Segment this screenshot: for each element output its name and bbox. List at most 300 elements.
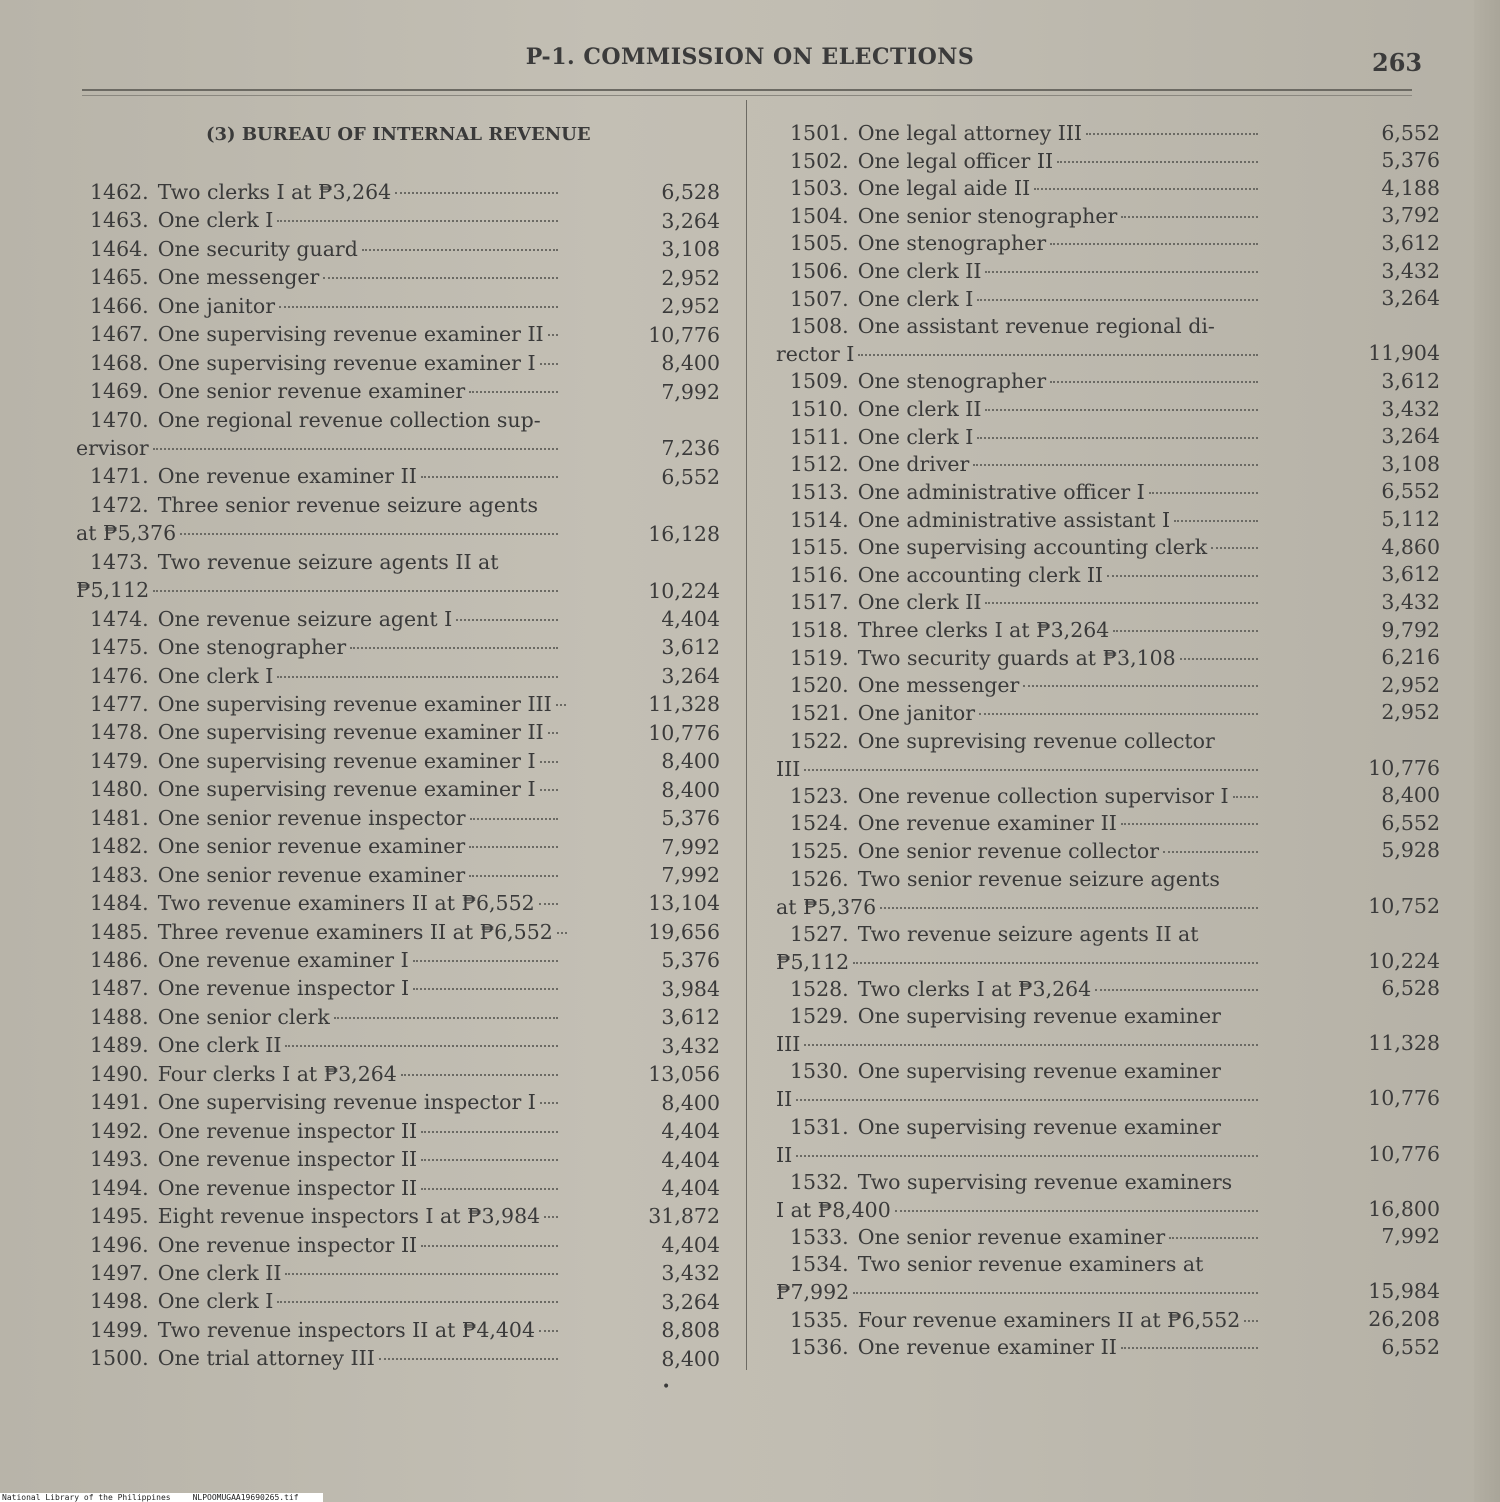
item-description: II — [776, 1142, 793, 1167]
item-number: 1463. — [90, 208, 149, 233]
ledger-entry — [776, 727, 1440, 782]
ledger-entry — [76, 1031, 726, 1059]
item-number: 1530. — [790, 1059, 849, 1084]
item-description: One clerk I — [157, 663, 274, 688]
item-amount: 9,792 — [1381, 617, 1440, 642]
item-amount: 3,792 — [1381, 203, 1440, 228]
ledger-entry — [776, 1223, 1440, 1251]
item-description: One supervising revenue examiner — [857, 1059, 1221, 1084]
item-description: One revenue collection supervisor I — [857, 783, 1229, 808]
item-description: Two revenue seizure agents II at — [157, 549, 499, 574]
item-description: One janitor — [857, 700, 976, 725]
item-number: 1534. — [790, 1252, 849, 1277]
item-description: One administrative assistant I — [857, 507, 1171, 532]
dot-leader — [1034, 188, 1258, 190]
ledger-entry — [776, 1002, 1440, 1057]
dot-leader — [277, 1301, 558, 1303]
ledger-entry — [76, 662, 726, 690]
dot-leader — [469, 875, 558, 877]
item-description: One supervising revenue examiner I — [157, 777, 536, 802]
dot-leader — [285, 1273, 558, 1275]
item-description: One senior stenographer — [857, 203, 1118, 228]
dot-leader — [1121, 1347, 1258, 1349]
dot-leader — [421, 476, 558, 478]
item-number: 1495. — [90, 1204, 149, 1229]
dot-leader — [379, 1358, 558, 1360]
item-number: 1519. — [790, 645, 849, 670]
dot-leader — [1149, 492, 1258, 494]
item-amount: 2,952 — [661, 265, 720, 290]
dot-leader — [548, 732, 558, 734]
ledger-entry — [76, 235, 726, 263]
dot-leader — [1180, 658, 1258, 660]
item-description: ervisor — [76, 435, 149, 460]
item-description: One regional revenue collection sup- — [157, 407, 541, 432]
item-number: 1476. — [90, 663, 149, 688]
item-description: One clerk I — [857, 286, 974, 311]
item-description: One stenographer — [857, 231, 1047, 256]
ledger-entry — [76, 1259, 726, 1287]
item-amount: 4,404 — [661, 606, 720, 631]
item-number: 1507. — [790, 286, 849, 311]
dot-leader — [1121, 216, 1258, 218]
item-number: 1472. — [90, 492, 149, 517]
dot-leader — [350, 647, 558, 649]
dot-leader — [1163, 851, 1258, 853]
item-description: Three clerks I at ₱3,264 — [857, 618, 1110, 643]
ledger-entry — [776, 202, 1440, 230]
item-amount: 5,376 — [661, 806, 720, 831]
item-description: One supervising revenue examiner I — [157, 748, 536, 773]
item-number: 1505. — [790, 231, 849, 256]
ledger-entry — [776, 229, 1440, 257]
dot-leader — [1050, 381, 1258, 383]
item-number: 1498. — [90, 1289, 149, 1314]
item-number: 1483. — [90, 862, 149, 887]
ledger-entry — [76, 1145, 726, 1173]
item-description: One revenue inspector II — [157, 1232, 418, 1257]
item-amount: 5,928 — [1381, 838, 1440, 863]
item-description: ₱7,992 — [776, 1280, 850, 1305]
item-amount: 10,776 — [1368, 755, 1440, 780]
item-description: One supervising revenue examiner II — [157, 720, 544, 745]
item-number: 1501. — [790, 121, 849, 145]
ledger-entry — [76, 406, 726, 463]
dot-leader — [539, 1330, 558, 1332]
ledger-entry — [76, 206, 726, 234]
ledger-entry — [76, 1344, 726, 1372]
column-divider — [746, 100, 747, 1370]
ledger-entry — [776, 312, 1440, 367]
ledger-entry — [76, 775, 726, 803]
dot-leader — [977, 437, 1258, 439]
ledger-entry — [776, 588, 1440, 616]
ledger-entry — [76, 263, 726, 291]
dot-leader — [796, 1099, 1258, 1101]
running-head: P-1. COMMISSION ON ELECTIONS — [525, 44, 975, 70]
ledger-entry — [76, 747, 726, 775]
item-description: II — [776, 1087, 793, 1112]
dot-leader — [413, 960, 558, 962]
item-amount: 3,612 — [1381, 230, 1440, 255]
item-description: One stenographer — [157, 635, 347, 660]
ledger-entry — [776, 506, 1440, 534]
item-description: One senior revenue examiner — [857, 1224, 1166, 1249]
ledger-entry — [76, 1003, 726, 1031]
item-amount: 3,612 — [1381, 562, 1440, 587]
item-amount: 16,800 — [1368, 1196, 1440, 1221]
item-description: One revenue examiner I — [157, 948, 409, 972]
dot-leader — [804, 1044, 1258, 1046]
item-number: 1488. — [90, 1004, 149, 1029]
item-description: One janitor — [157, 293, 276, 318]
ledger-entry — [76, 377, 726, 405]
item-amount: 5,376 — [1381, 148, 1440, 173]
item-number: 1478. — [90, 720, 149, 745]
dot-leader — [1107, 575, 1258, 577]
item-amount: 6,216 — [1381, 645, 1440, 670]
ledger-entry — [776, 119, 1440, 147]
dot-leader — [279, 306, 558, 308]
item-amount: 4,188 — [1381, 175, 1440, 200]
ledger-entry — [776, 395, 1440, 423]
item-amount: 3,264 — [661, 663, 720, 688]
dot-leader — [985, 602, 1258, 604]
ledger-entry — [776, 1250, 1440, 1305]
item-amount: 7,992 — [1381, 1224, 1440, 1249]
item-amount: 8,808 — [661, 1318, 720, 1343]
dot-leader — [544, 1216, 558, 1218]
header-rule-thin — [82, 95, 1412, 96]
ledger-entry — [776, 837, 1440, 865]
item-number: 1467. — [90, 322, 149, 347]
dot-leader — [1169, 1237, 1258, 1239]
dot-leader — [796, 1155, 1258, 1157]
item-number: 1466. — [90, 293, 149, 318]
dot-leader — [1095, 989, 1258, 991]
item-amount: 2,952 — [1381, 700, 1440, 725]
item-amount: 4,404 — [661, 1147, 720, 1172]
item-amount: 3,612 — [661, 635, 720, 660]
item-amount: 10,776 — [1368, 1086, 1440, 1111]
item-number: 1462. — [90, 180, 149, 204]
item-amount: 6,552 — [1381, 479, 1440, 504]
item-description: One suprevising revenue collector — [857, 728, 1215, 753]
item-description: at ₱5,376 — [776, 894, 877, 919]
item-amount: 10,776 — [648, 720, 720, 745]
dot-leader — [557, 932, 567, 934]
item-description: One supervising revenue inspector I — [157, 1090, 536, 1115]
item-number: 1490. — [90, 1061, 149, 1086]
item-number: 1504. — [790, 203, 849, 228]
item-number: 1485. — [90, 919, 149, 944]
item-description: One revenue inspector II — [157, 1147, 418, 1172]
dot-leader — [470, 818, 558, 820]
dot-leader — [1244, 1320, 1258, 1322]
scan-footer — [0, 1493, 323, 1502]
ledger-entry — [776, 174, 1440, 202]
item-amount: 5,112 — [1381, 507, 1440, 532]
item-description: One assistant revenue regional di- — [857, 314, 1215, 339]
item-description: Two security guards at ₱3,108 — [857, 645, 1176, 670]
item-description: Two clerks I at ₱3,264 — [157, 180, 392, 204]
item-description: One senior clerk — [157, 1004, 330, 1029]
item-description: Two senior revenue seizure agents — [857, 866, 1220, 891]
ledger-entry — [76, 804, 726, 832]
item-amount: 7,992 — [661, 834, 720, 859]
dot-leader — [985, 271, 1258, 273]
ledger-entry — [76, 320, 726, 348]
item-amount: 8,400 — [661, 777, 720, 802]
item-number: 1502. — [790, 148, 849, 173]
section-heading: (3) BUREAU OF INTERNAL REVENUE — [206, 124, 591, 145]
footer-library: National Library of the Philippines — [2, 1493, 171, 1502]
item-description: One revenue inspector II — [157, 1175, 418, 1200]
dot-leader — [858, 354, 1258, 356]
item-number: 1489. — [90, 1033, 149, 1058]
ledger-entry — [776, 1168, 1440, 1223]
item-description: One clerk II — [857, 259, 982, 284]
ledger-entry — [76, 832, 726, 860]
item-amount: 11,904 — [1368, 341, 1440, 366]
ledger-entry — [76, 1231, 726, 1259]
dot-leader — [1023, 685, 1258, 687]
item-amount: 10,776 — [1368, 1141, 1440, 1166]
dot-leader — [895, 1210, 1258, 1212]
item-amount: 8,400 — [1381, 783, 1440, 808]
item-description: Two revenue examiners II at ₱6,552 — [157, 891, 535, 916]
item-description: One revenue seizure agent I — [157, 606, 453, 631]
item-amount: 4,404 — [661, 1175, 720, 1200]
item-amount: 19,656 — [648, 919, 720, 944]
item-amount: 3,108 — [1381, 451, 1440, 476]
item-description: One senior revenue inspector — [157, 805, 466, 830]
item-description: One revenue inspector I — [157, 976, 410, 1001]
dot-leader — [323, 277, 558, 279]
dot-leader — [1211, 547, 1258, 549]
ledger-entry — [776, 147, 1440, 175]
item-number: 1469. — [90, 379, 149, 404]
item-description: One legal aide II — [857, 176, 1031, 201]
item-number: 1492. — [90, 1118, 149, 1143]
dot-leader — [540, 761, 558, 763]
item-amount: 3,432 — [1381, 258, 1440, 283]
item-number: 1506. — [790, 259, 849, 284]
item-amount: 2,952 — [1381, 672, 1440, 697]
dot-leader — [413, 988, 558, 990]
item-description: One legal attorney III — [857, 121, 1083, 145]
ledger-entry — [776, 1333, 1440, 1361]
ledger-entry — [776, 616, 1440, 644]
item-description: One supervising revenue examiner III — [157, 691, 552, 716]
item-description: One supervising revenue examiner — [857, 1004, 1221, 1029]
item-number: 1527. — [790, 921, 849, 946]
item-number: 1513. — [790, 479, 849, 504]
dot-leader — [973, 464, 1258, 466]
dot-leader — [985, 409, 1258, 411]
dot-leader — [401, 1074, 558, 1076]
item-description: One stenographer — [857, 369, 1047, 394]
item-description: One supervising revenue examiner I — [157, 350, 536, 375]
item-description: One supervising accounting clerk — [857, 535, 1208, 560]
item-amount: 3,264 — [661, 208, 720, 233]
item-number: 1514. — [790, 507, 849, 532]
item-description: III — [776, 756, 801, 781]
dot-leader — [1121, 823, 1258, 825]
item-number: 1525. — [790, 838, 849, 863]
item-amount: 3,432 — [661, 1033, 720, 1058]
item-amount: 3,432 — [661, 1261, 720, 1286]
item-number: 1511. — [790, 424, 849, 449]
item-amount: 4,404 — [661, 1232, 720, 1257]
item-amount: 8,400 — [661, 1346, 720, 1371]
dot-leader — [469, 846, 558, 848]
item-description: One accounting clerk II — [857, 562, 1104, 587]
item-description: One security guard — [157, 236, 358, 261]
item-description: One administrative officer I — [857, 479, 1145, 504]
item-number: 1465. — [90, 265, 149, 290]
dot-leader — [1174, 520, 1258, 522]
dot-leader — [1086, 133, 1258, 135]
ledger-entry — [76, 349, 726, 377]
ledger-entry — [76, 918, 726, 946]
item-number: 1508. — [790, 314, 849, 339]
dot-leader — [548, 334, 558, 336]
stray-mark: • — [662, 1379, 671, 1395]
item-number: 1516. — [790, 562, 849, 587]
item-description: One messenger — [857, 673, 1020, 698]
item-amount: 4,404 — [661, 1119, 720, 1144]
item-number: 1499. — [90, 1317, 149, 1342]
item-number: 1493. — [90, 1147, 149, 1172]
item-description: One clerk II — [157, 1260, 282, 1285]
item-amount: 7,236 — [661, 436, 720, 461]
item-amount: 6,528 — [1381, 976, 1440, 1001]
item-description: Two revenue inspectors II at ₱4,404 — [157, 1317, 536, 1342]
item-number: 1524. — [790, 811, 849, 836]
dot-leader — [421, 1245, 558, 1247]
item-number: 1520. — [790, 673, 849, 698]
ledger-entry — [76, 605, 726, 633]
dot-leader — [421, 1188, 558, 1190]
item-description: Eight revenue inspectors I at ₱3,984 — [157, 1204, 541, 1229]
item-amount: 16,128 — [648, 521, 720, 546]
ledger-entry — [776, 1057, 1440, 1112]
item-amount: 10,776 — [648, 322, 720, 347]
item-amount: 11,328 — [648, 692, 720, 717]
item-description: One revenue examiner II — [857, 1335, 1117, 1360]
dot-leader — [285, 1045, 558, 1047]
ledger-entry — [776, 699, 1440, 727]
ledger-entry — [76, 861, 726, 889]
item-amount: 3,612 — [661, 1005, 720, 1030]
dot-leader — [556, 704, 566, 706]
item-number: 1521. — [790, 700, 849, 725]
page-number: 263 — [1372, 48, 1423, 77]
dot-leader — [153, 590, 558, 592]
item-amount: 6,552 — [1381, 1334, 1440, 1359]
ledger-entry — [776, 865, 1440, 920]
ledger-entry — [76, 889, 726, 917]
dot-leader — [277, 220, 558, 222]
ledger-entry — [76, 718, 726, 746]
item-amount: 6,528 — [661, 180, 720, 205]
item-number: 1496. — [90, 1232, 149, 1257]
header-rule — [82, 89, 1412, 91]
item-number: 1477. — [90, 691, 149, 716]
dot-leader — [853, 962, 1258, 964]
item-amount: 3,264 — [1381, 424, 1440, 449]
ledger-entry — [76, 690, 726, 718]
item-description: One clerk I — [157, 1289, 274, 1314]
item-description: ₱5,112 — [776, 949, 850, 974]
item-number: 1536. — [790, 1335, 849, 1360]
dot-leader — [277, 676, 558, 678]
item-amount: 26,208 — [1368, 1307, 1440, 1332]
item-description: One senior revenue collector — [857, 838, 1160, 863]
item-description: Three senior revenue seizure agents — [157, 492, 539, 517]
page-edge-shadow — [1474, 0, 1500, 1502]
dot-leader — [456, 619, 558, 621]
item-amount: 8,400 — [661, 749, 720, 774]
item-number: 1480. — [90, 777, 149, 802]
ledger-entry — [76, 548, 726, 605]
item-amount: 3,264 — [1381, 286, 1440, 311]
dot-leader — [853, 1292, 1258, 1294]
item-description: III — [776, 1032, 801, 1057]
item-amount: 11,328 — [1368, 1031, 1440, 1056]
item-description: One senior revenue examiner — [157, 862, 466, 887]
ledger-entry — [776, 671, 1440, 699]
item-number: 1470. — [90, 407, 149, 432]
item-number: 1475. — [90, 635, 149, 660]
ledger-entry — [776, 1306, 1440, 1334]
item-number: 1491. — [90, 1090, 149, 1115]
item-description: Two senior revenue examiners at — [857, 1252, 1204, 1277]
ledger-entry — [776, 1113, 1440, 1168]
item-number: 1479. — [90, 748, 149, 773]
ledger-entry — [776, 782, 1440, 810]
item-description: One messenger — [157, 265, 320, 290]
dot-leader — [880, 907, 1258, 909]
ledger-entry — [776, 478, 1440, 506]
ledger-entry — [76, 974, 726, 1002]
ledger-entry — [776, 644, 1440, 672]
ledger-entry — [76, 178, 726, 206]
ledger-entry — [776, 423, 1440, 451]
item-number: 1484. — [90, 891, 149, 916]
item-number: 1531. — [790, 1114, 849, 1139]
item-number: 1523. — [790, 783, 849, 808]
item-amount: 6,552 — [1381, 120, 1440, 145]
item-amount: 13,056 — [648, 1062, 720, 1087]
item-number: 1473. — [90, 549, 149, 574]
item-description: One supervising revenue examiner II — [157, 322, 544, 347]
item-number: 1532. — [790, 1169, 849, 1194]
dot-leader — [362, 249, 558, 251]
dot-leader — [540, 363, 558, 365]
item-amount: 10,224 — [648, 578, 720, 603]
item-description: Four revenue examiners II at ₱6,552 — [857, 1307, 1241, 1332]
item-amount: 31,872 — [648, 1204, 720, 1229]
item-number: 1464. — [90, 236, 149, 261]
dot-leader — [1050, 243, 1258, 245]
item-amount: 6,552 — [661, 464, 720, 489]
ledger-entry — [776, 533, 1440, 561]
item-amount: 7,992 — [661, 863, 720, 888]
item-number: 1482. — [90, 834, 149, 859]
item-description: One revenue examiner II — [157, 464, 417, 489]
